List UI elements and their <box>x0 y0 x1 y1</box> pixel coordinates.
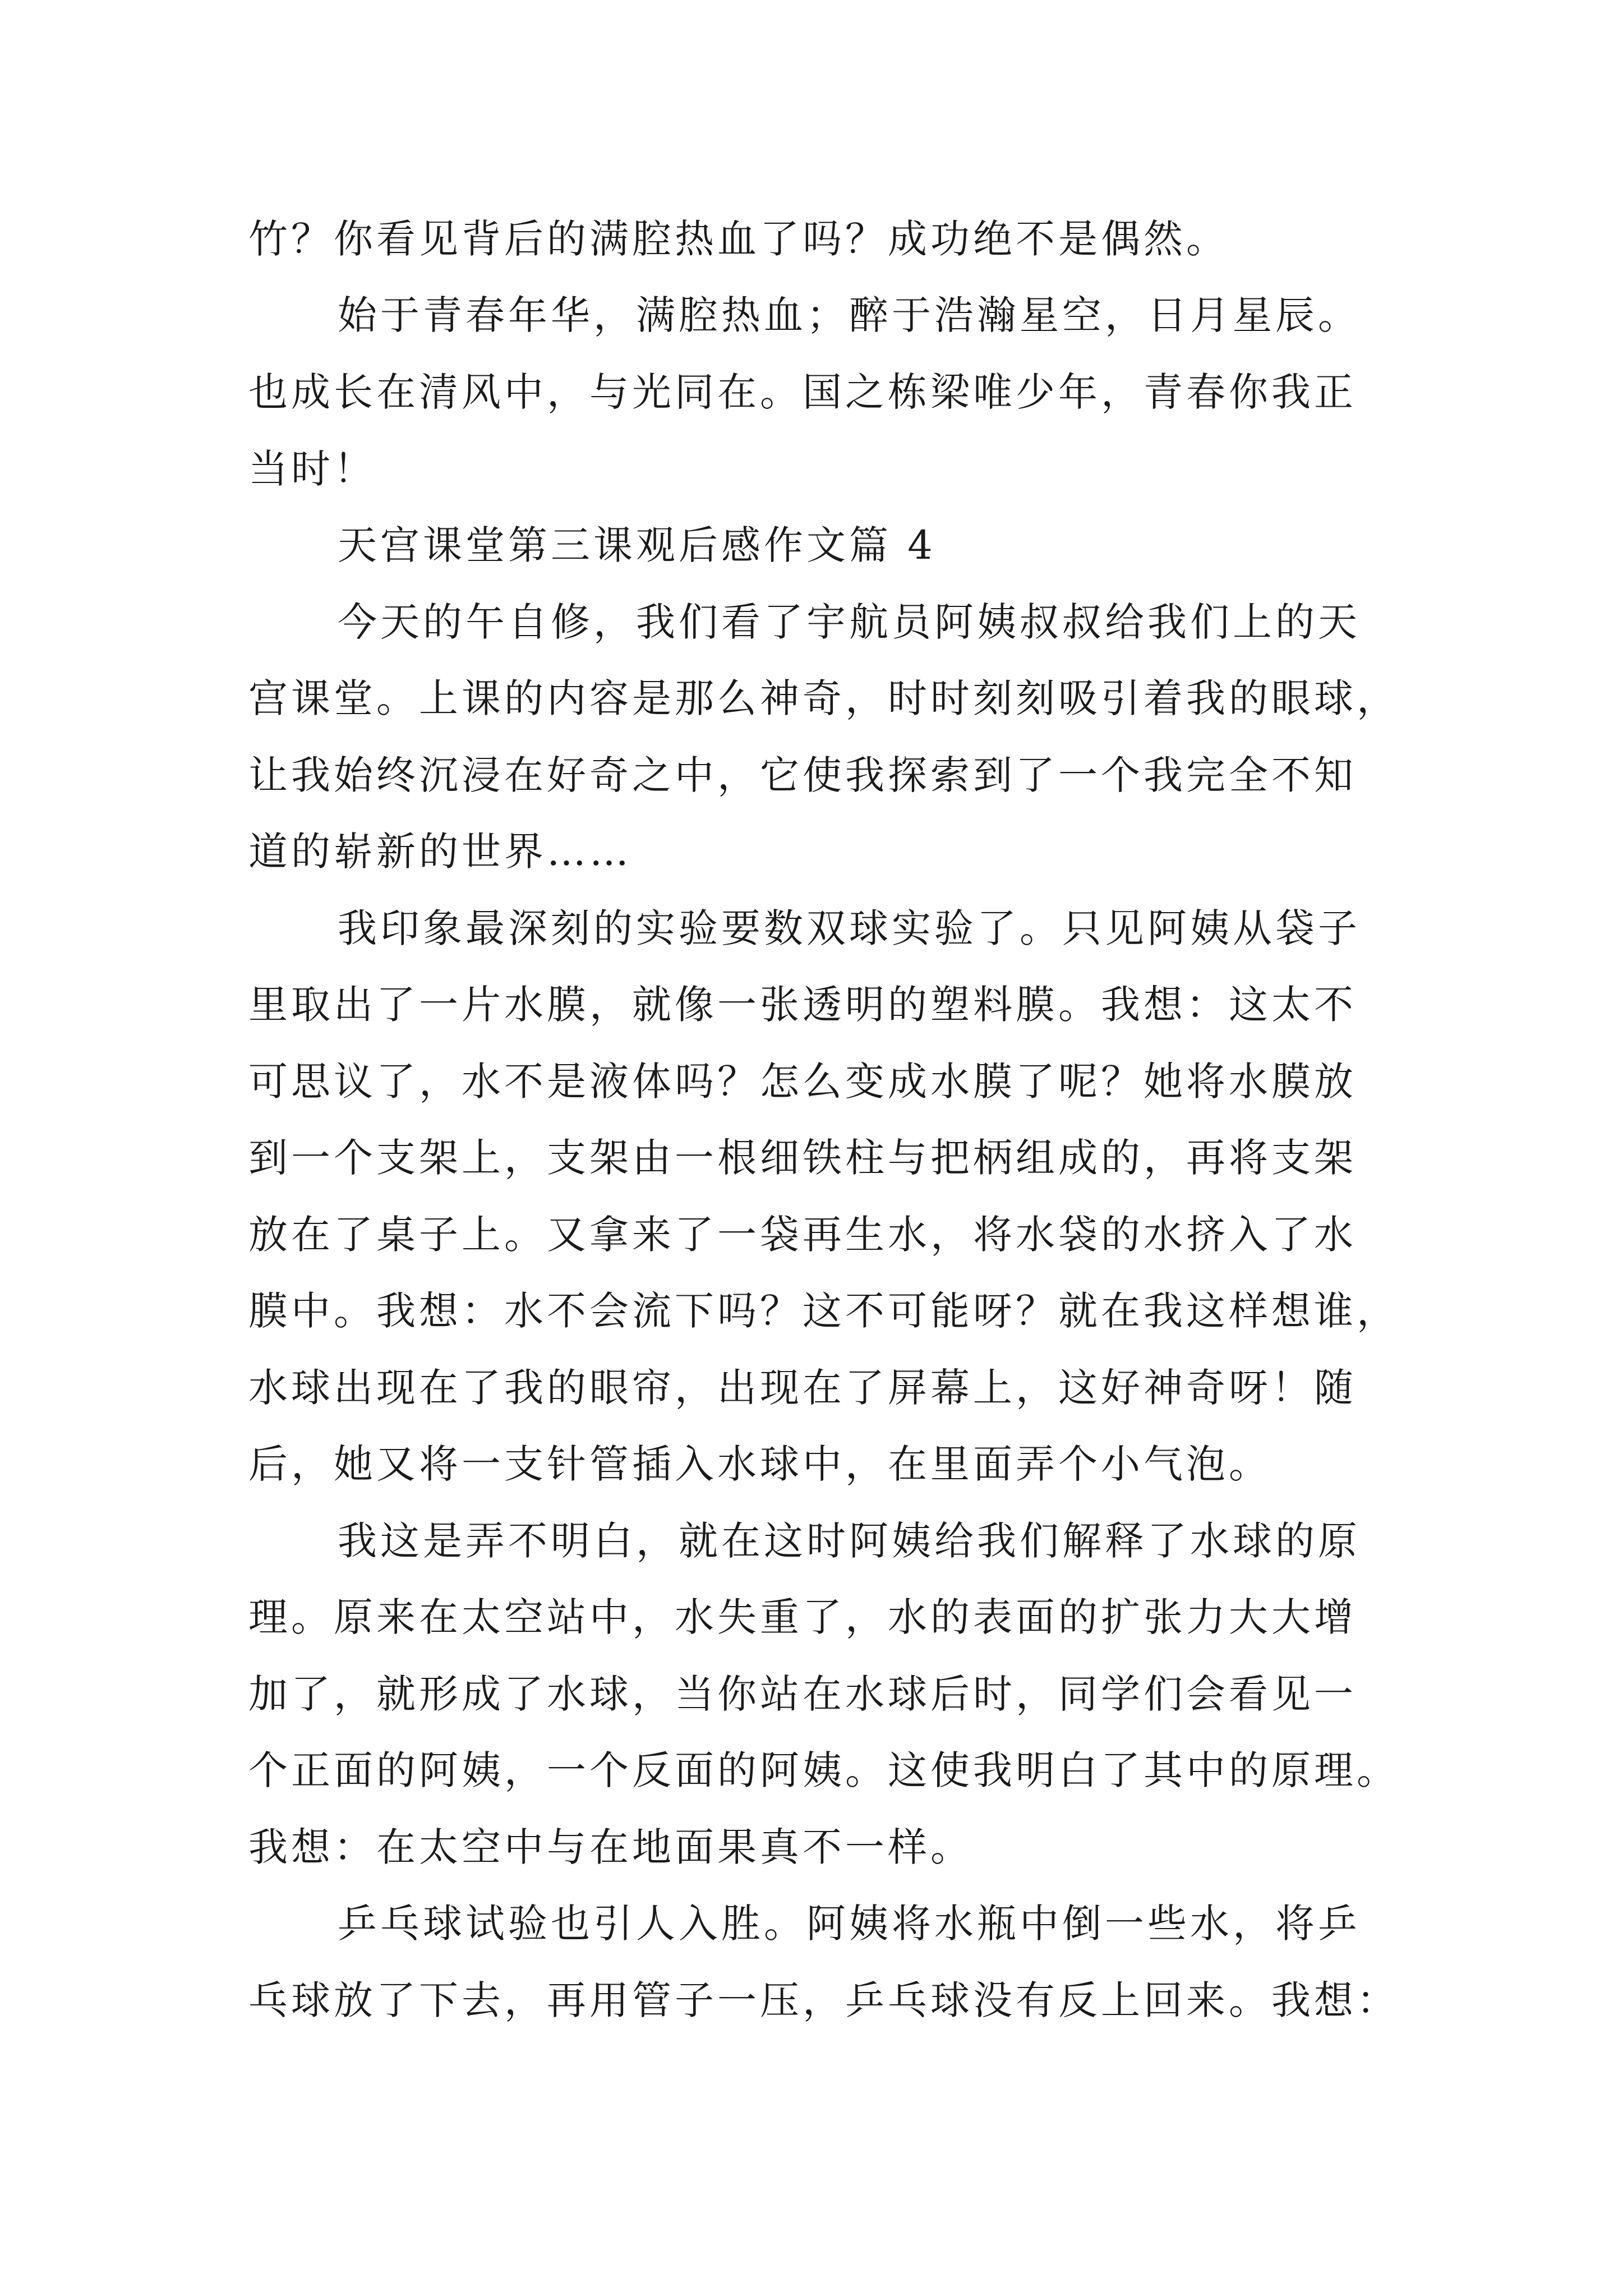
text-line: 理。原来在太空站中，水失重了，水的表面的扩张力大大增 <box>248 1594 1357 1640</box>
text-line: 加了，就形成了水球，当你站在水球后时，同学们会看见一 <box>248 1671 1357 1717</box>
text-line: 当时！ <box>248 446 376 492</box>
text-line: 可思议了，水不是液体吗？怎么变成水膜了呢？她将水膜放 <box>248 1059 1357 1105</box>
paragraph-start-line: 今天的午自修，我们看了宇航员阿姨叔叔给我们上的天 <box>338 599 1361 645</box>
text-line: 放在了桌子上。又拿来了一袋再生水，将水袋的水挤入了水 <box>248 1212 1357 1258</box>
text-line: 乓球放了下去，再用管子一压，乒乓球没有反上回来。我想： <box>248 1977 1399 2023</box>
section-heading: 天宫课堂第三课观后感作文篇 4 <box>338 522 936 568</box>
text-line: 也成长在清风中，与光同在。国之栋梁唯少年，青春你我正 <box>248 369 1357 415</box>
paragraph-start-line: 我印象最深刻的实验要数双球实验了。只见阿姨从袋子 <box>338 905 1361 951</box>
paragraph-start-line: 我这是弄不明白，就在这时阿姨给我们解释了水球的原 <box>338 1518 1361 1564</box>
text-line: 到一个支架上，支架由一根细铁柱与把柄组成的，再将支架 <box>248 1135 1357 1181</box>
text-line: 让我始终沉浸在好奇之中，它使我探索到了一个我完全不知 <box>248 752 1357 798</box>
paragraph-start-line: 乒乓球试验也引人入胜。阿姨将水瓶中倒一些水，将乒 <box>338 1901 1361 1947</box>
text-line: 个正面的阿姨，一个反面的阿姨。这使我明白了其中的原理。 <box>248 1747 1399 1793</box>
paragraph-start-line: 始于青春年华，满腔热血；醉于浩瀚星空，日月星辰。 <box>338 292 1361 338</box>
text-line: 膜中。我想：水不会流下吗？这不可能呀？就在我这样想谁， <box>248 1288 1399 1334</box>
text-line: 我想：在太空中与在地面果真不一样。 <box>248 1824 973 1870</box>
text-line: 竹？你看见背后的满腔热血了吗？成功绝不是偶然。 <box>248 216 1229 262</box>
text-line: 后，她又将一支针管插入水球中，在里面弄个小气泡。 <box>248 1441 1271 1487</box>
text-line: 水球出现在了我的眼帘，出现在了屏幕上，这好神奇呀！随 <box>248 1365 1357 1411</box>
text-line: 道的崭新的世界…… <box>248 829 632 875</box>
text-line: 里取出了一片水膜，就像一张透明的塑料膜。我想：这太不 <box>248 982 1357 1028</box>
text-line: 宫课堂。上课的内容是那么神奇，时时刻刻吸引着我的眼球， <box>248 675 1399 721</box>
